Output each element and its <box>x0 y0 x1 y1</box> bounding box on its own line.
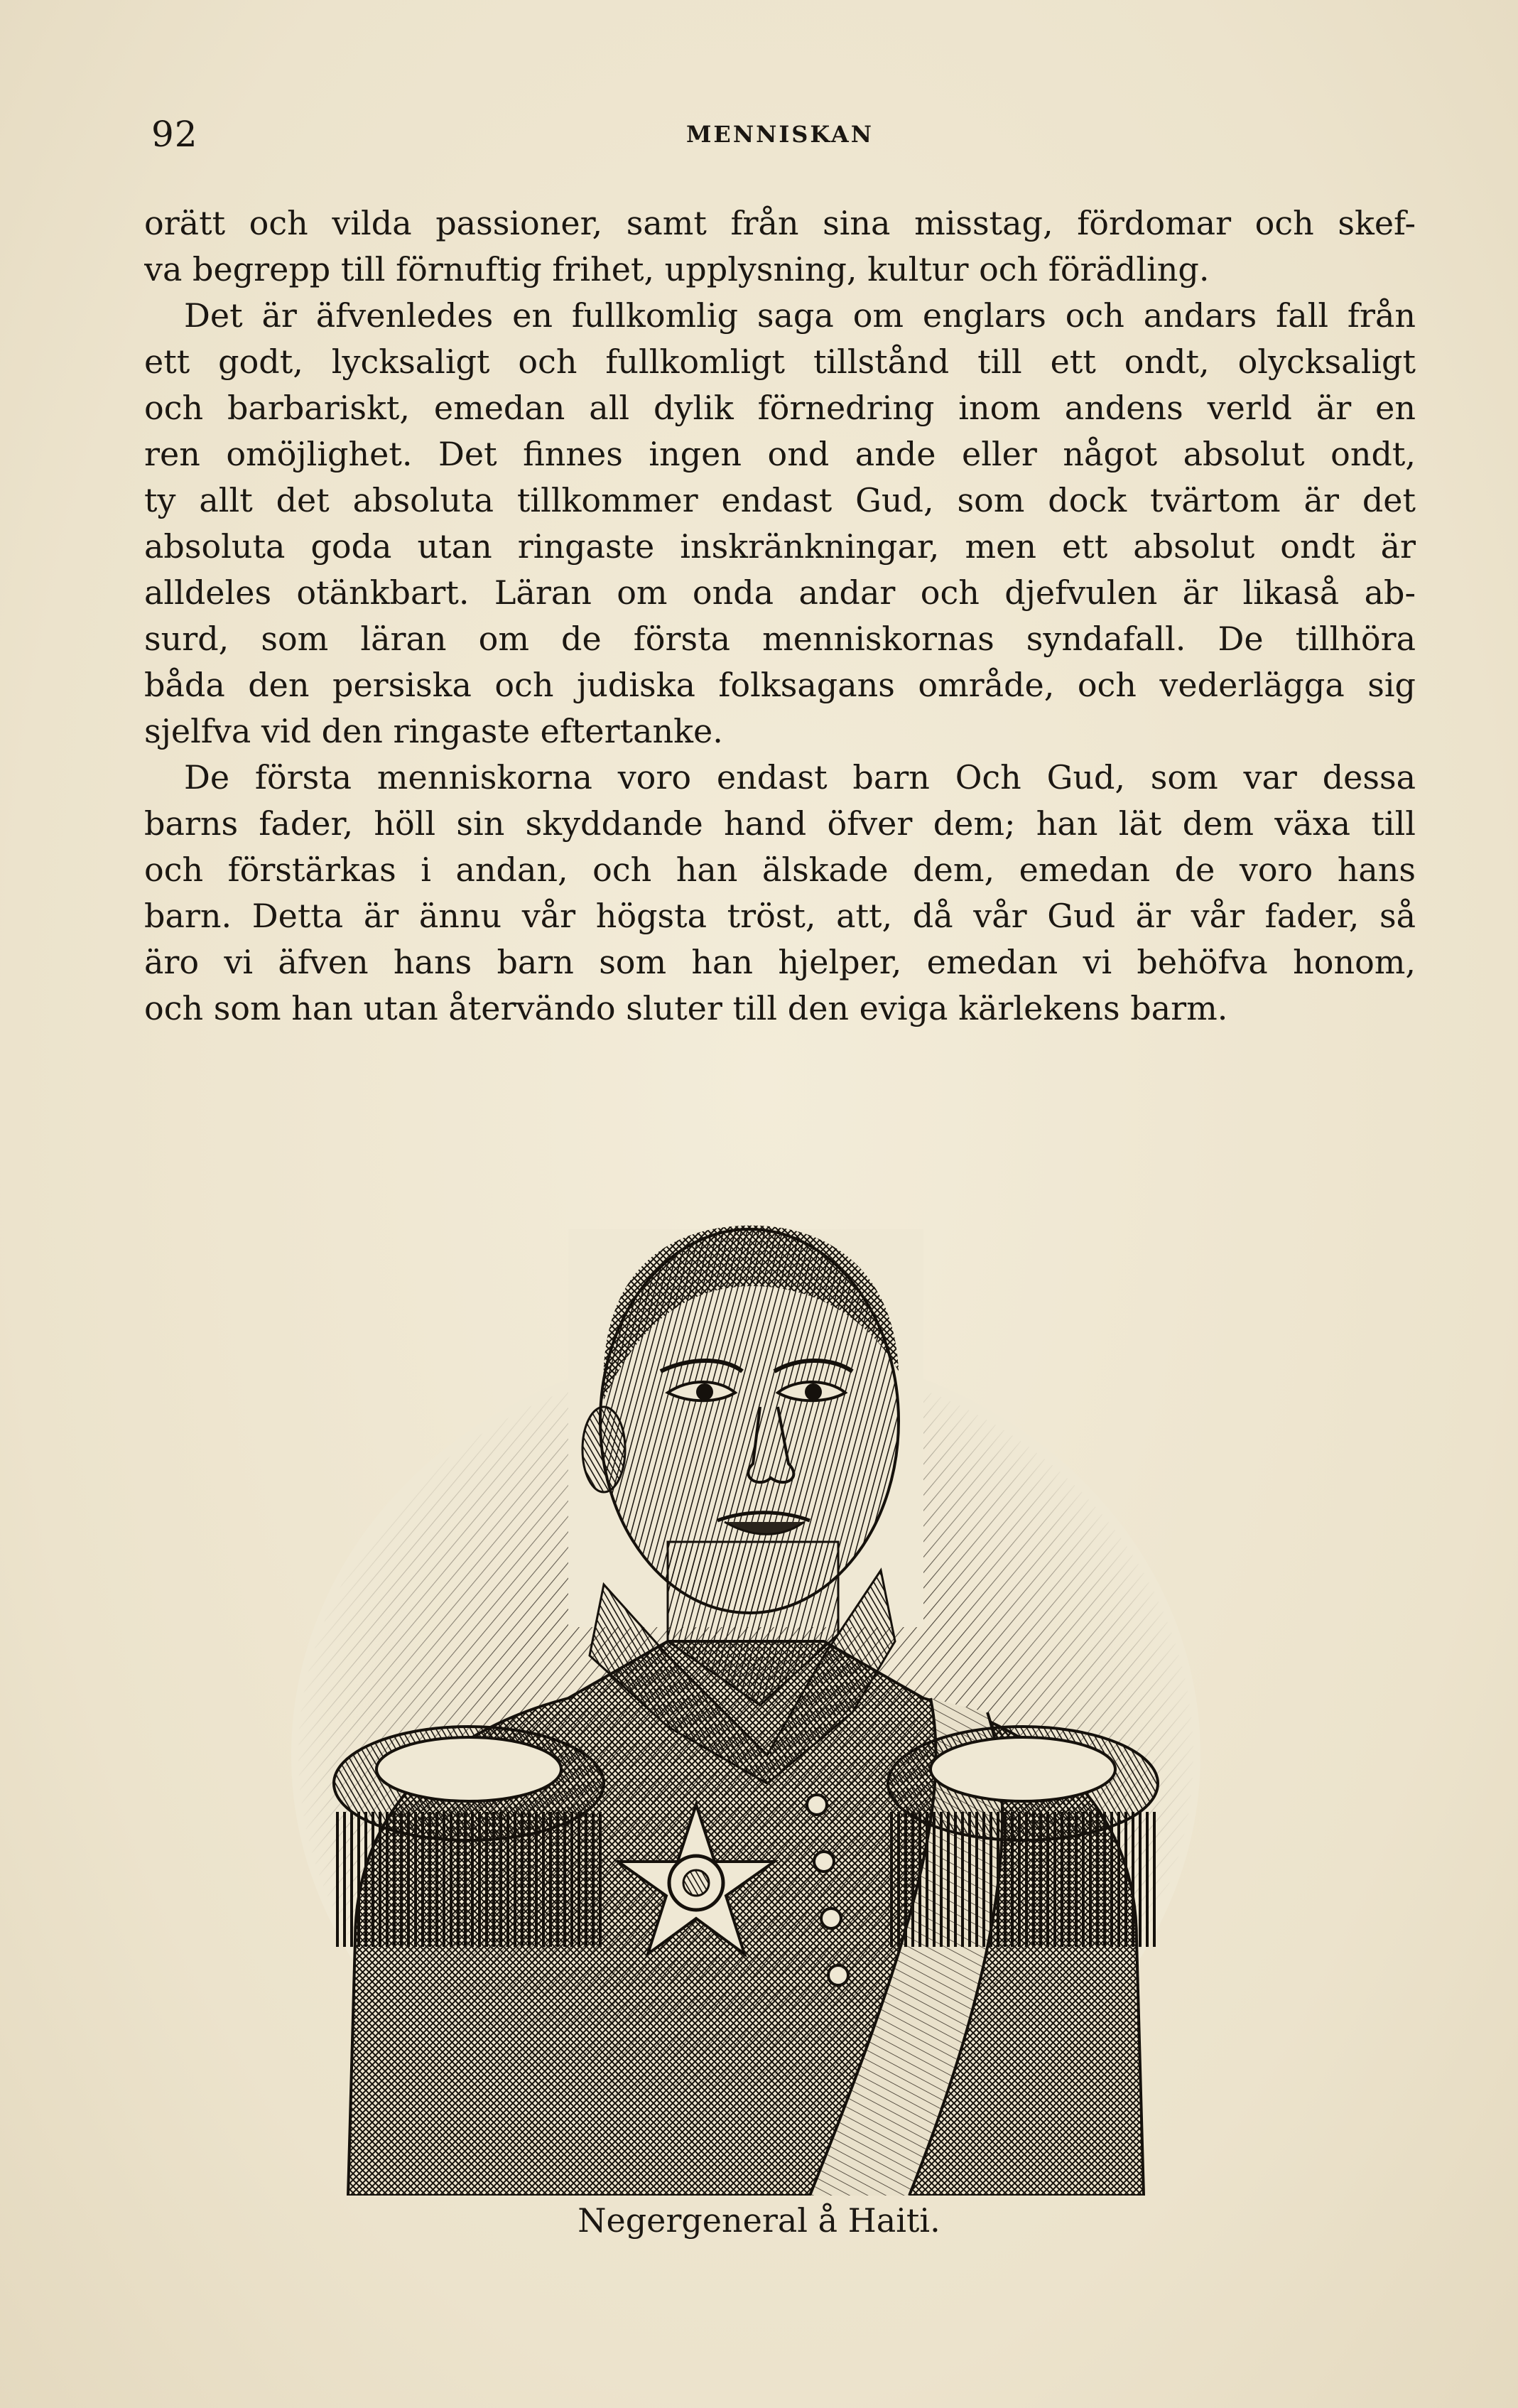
text-line: äro vi äfven hans barn som han hjelper, emedan vi behöfva honom, <box>144 943 1416 981</box>
text-line: båda den persiska och judiska folksagans område, och vederlägga sig <box>144 666 1416 704</box>
text-line: barn. Detta är ännu vår högsta tröst, att, då vår Gud är vår fader, så <box>144 897 1416 935</box>
right-epaulette <box>888 1727 1158 1947</box>
text-line: De första menniskorna voro endast barn Och Gud, som var dessa <box>184 758 1416 797</box>
text-line: och som han utan återvändo sluter till den eviga kärlekens barm. <box>144 989 1228 1027</box>
figure-caption: Negergeneral å Haiti. <box>578 2201 940 2240</box>
page-number: 92 <box>151 114 198 155</box>
text-line: ty allt det absoluta tillkommer endast Gud, som dock tvärtom är det <box>144 481 1416 519</box>
text-line: orätt och vilda passioner, samt från sina misstag, fördomar och skef- <box>144 204 1416 242</box>
engraving-figure <box>270 1144 1222 2196</box>
text-line: och barbariskt, emedan all dylik förnedring inom andens verld är en <box>144 389 1416 427</box>
text-line: och förstärkas i andan, och han älskade dem, emedan de voro hans <box>144 851 1416 889</box>
text-line: surd, som läran om de första menniskornas syndafall. De tillhöra <box>144 620 1416 658</box>
running-title: MENNISKAN <box>686 121 874 148</box>
left-epaulette <box>334 1727 604 1947</box>
text-line: Det är äfvenledes en fullkomlig saga om englars och andars fall från <box>184 296 1416 335</box>
text-line: va begrepp till förnuftig frihet, upplysning, kultur och förädling. <box>144 250 1210 288</box>
portrait-engraving <box>270 1144 1222 2196</box>
text-line: barns fader, höll sin skyddande hand öfver dem; han lät dem växa till <box>144 804 1416 843</box>
text-line: ren omöjlighet. Det finnes ingen ond ande eller något absolut ondt, <box>144 435 1416 473</box>
text-line: sjelfva vid den ringaste eftertanke. <box>144 712 723 750</box>
text-line: alldeles otänkbart. Läran om onda andar och djefvulen är likaså ab- <box>144 573 1416 612</box>
body-text <box>144 200 1416 1032</box>
text-line: absoluta goda utan ringaste inskränkningar, men ett absolut ondt är <box>144 527 1416 566</box>
running-head <box>144 107 1416 156</box>
text-line: ett godt, lycksaligt och fullkomligt tillstånd till ett ondt, olycksaligt <box>144 342 1416 381</box>
